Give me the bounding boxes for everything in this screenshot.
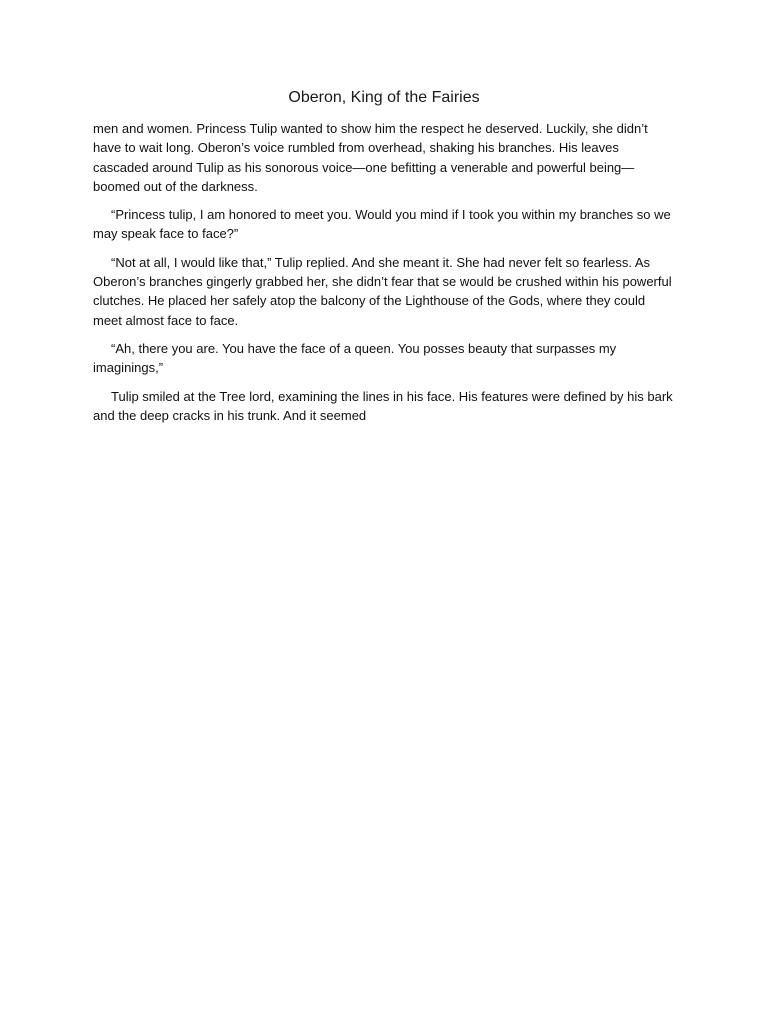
paragraph: “Not at all, I would like that,” Tulip replied. And she meant it. She had never felt so fearless. As Oberon’s branches gingerly grabbed her, she didn’t fear that se would be crushed within his powerful clutches. He placed her safely atop the balcony of the Lighthouse of the Gods, where they could meet almost face to face. (93, 254, 672, 328)
document-body (93, 119, 673, 434)
paragraph: Tulip smiled at the Tree lord, examining the lines in his face. His features were defined by his bark and the deep cracks in his trunk. And it seemed (93, 388, 673, 423)
paragraph: “Ah, there you are. You have the face of a queen. You posses beauty that surpasses my imaginings,” (93, 340, 617, 376)
paragraph: “Princess tulip, I am honored to meet you. Would you mind if I took you within my branches so we may speak face to face?” (93, 207, 671, 242)
page-title: Oberon, King of the Fairies (288, 89, 480, 106)
paragraph: men and women. Princess Tulip wanted to show him the respect he deserved. Luckily, she didn’t have to wait long. Oberon’s voice rumbled from overhead, shaking his branches. His leaves cascaded around Tulip as his sonorous voice—one befitting a venerable and powerful being—boomed out of the darkness. (93, 121, 648, 194)
